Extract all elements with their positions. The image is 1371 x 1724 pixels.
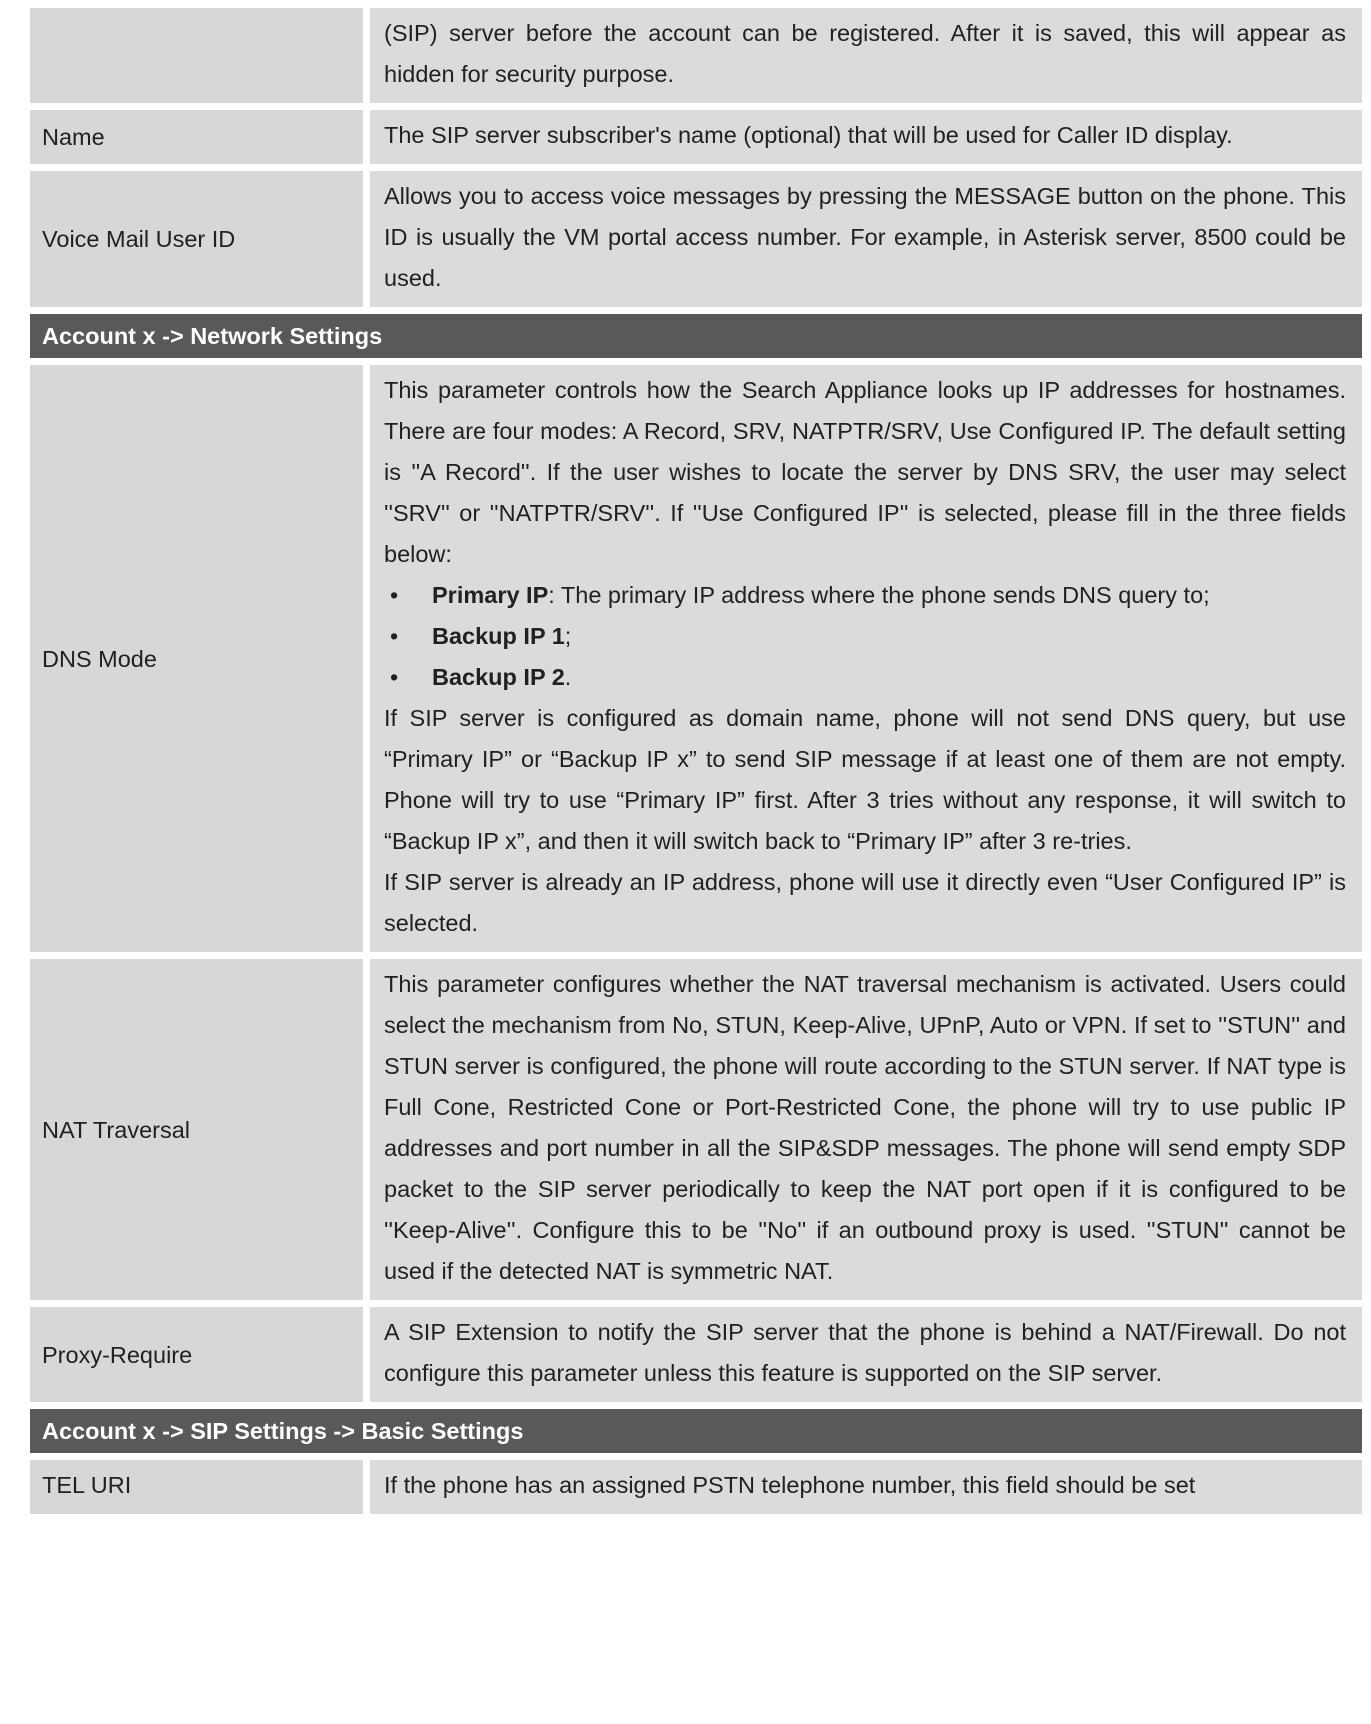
param-desc-cell bbox=[370, 8, 1362, 103]
param-label-cell bbox=[30, 110, 363, 164]
description-text: If SIP server is configured as domain name, phone will not send DNS query, but use “Primary IP” or “Backup IP x” to send SIP message if at least one of them are not empty. Phone will try to use “Primary IP” first. After 3 tries without any response, it will switch to “Backup IP x”, and then it will switch back to “Primary IP” after 3 re-tries. bbox=[384, 705, 1346, 854]
param-desc-cell bbox=[370, 110, 1362, 164]
section-header-network-settings bbox=[30, 314, 1362, 358]
param-desc-cell bbox=[370, 365, 1362, 952]
manual-parameters-table bbox=[30, 8, 1362, 1521]
table-row-tel-uri bbox=[30, 1460, 1362, 1514]
description-text: (SIP) server before the account can be registered. After it is saved, this will appear as hidden for security purpose. bbox=[384, 20, 1346, 87]
param-name: Voice Mail User ID bbox=[42, 226, 236, 252]
param-desc-cell bbox=[370, 959, 1362, 1300]
bullet-tail: : The primary IP address where the phone sends DNS query to; bbox=[548, 582, 1210, 608]
table-row-name bbox=[30, 110, 1362, 164]
param-label-cell bbox=[30, 365, 363, 952]
table-row-password-continuation bbox=[30, 8, 1362, 103]
param-name: DNS Mode bbox=[42, 645, 157, 672]
description-text: If SIP server is already an IP address, phone will use it directly even “User Configured IP” is selected. bbox=[384, 869, 1346, 936]
param-name: Proxy-Require bbox=[42, 1341, 193, 1368]
bullet-icon: • bbox=[390, 664, 399, 690]
param-name: Name bbox=[42, 124, 105, 150]
param-name: TEL URI bbox=[42, 1472, 132, 1498]
bullet-text bbox=[432, 575, 1346, 616]
description-text: The SIP server subscriber's name (optional) that will be used for Caller ID display. bbox=[384, 122, 1233, 148]
description-text: This parameter configures whether the NAT traversal mechanism is activated. Users could select the mechanism from No, STUN, Keep-Alive, UPnP, Auto or VPN. If set to ''STUN'' and STUN server is configured, the phone will route according to the STUN server. If NAT type is Full Cone, Restricted Cone or Port-Restricted Cone, the phone will try to use public IP addresses and port number in all the SIP&SDP messages. The phone will send empty SDP packet to the SIP server periodically to keep the NAT port open if it is configured to be ''Keep-Alive''. Configure this to be ''No'' if an outbound proxy is used. ''STUN'' cannot be used if the detected NAT is symmetric NAT. bbox=[384, 971, 1346, 1284]
table-row-dns-mode bbox=[30, 365, 1362, 952]
bullet-term: Backup IP 2 bbox=[432, 664, 565, 690]
bullet-text bbox=[432, 616, 1346, 657]
table-row-proxy-require bbox=[30, 1307, 1362, 1402]
bullet-icon: • bbox=[390, 582, 399, 608]
param-desc-cell bbox=[370, 171, 1362, 307]
param-label-cell bbox=[30, 1307, 363, 1402]
param-name: NAT Traversal bbox=[42, 1116, 190, 1143]
bullet-tail: ; bbox=[564, 623, 572, 649]
param-desc-cell bbox=[370, 1460, 1362, 1514]
section-header-sip-basic-settings bbox=[30, 1409, 1362, 1453]
param-desc-cell bbox=[370, 1307, 1362, 1402]
bullet-item bbox=[384, 616, 1346, 657]
bullet-term: Primary IP bbox=[432, 582, 549, 608]
bullet-item bbox=[384, 657, 1346, 698]
param-label-cell bbox=[30, 959, 363, 1300]
bullet-list bbox=[384, 575, 1346, 698]
bullet-icon: • bbox=[390, 623, 399, 649]
bullet-item bbox=[384, 575, 1346, 616]
bullet-term: Backup IP 1 bbox=[432, 623, 565, 649]
table-row-nat-traversal bbox=[30, 959, 1362, 1300]
param-label-cell bbox=[30, 1460, 363, 1514]
param-label-cell bbox=[30, 171, 363, 307]
section-title: Account x -> Network Settings bbox=[42, 323, 383, 349]
description-text: If the phone has an assigned PSTN telephone number, this field should be set bbox=[384, 1472, 1196, 1498]
description-text: Allows you to access voice messages by pressing the MESSAGE button on the phone. This ID is usually the VM portal access number. For example, in Asterisk server, 8500 could be used. bbox=[384, 183, 1346, 291]
bullet-text bbox=[432, 657, 1346, 698]
param-label-cell bbox=[30, 8, 363, 103]
description-text: This parameter controls how the Search Appliance looks up IP addresses for hostnames. There are four modes: A Record, SRV, NATPTR/SRV, Use Configured IP. The default setting is ''A Record''. If the user wishes to locate the server by DNS SRV, the user may select ''SRV'' or ''NATPTR/SRV''. If ''Use Configured IP'' is selected, please fill in the three fields below: bbox=[384, 377, 1346, 567]
bullet-tail: . bbox=[564, 664, 572, 690]
section-title: Account x -> SIP Settings -> Basic Settings bbox=[42, 1418, 524, 1444]
table-row-voice-mail-user-id bbox=[30, 171, 1362, 307]
description-text: A SIP Extension to notify the SIP server that the phone is behind a NAT/Firewall. Do not configure this parameter unless this feature is supported on the SIP server. bbox=[384, 1319, 1346, 1386]
